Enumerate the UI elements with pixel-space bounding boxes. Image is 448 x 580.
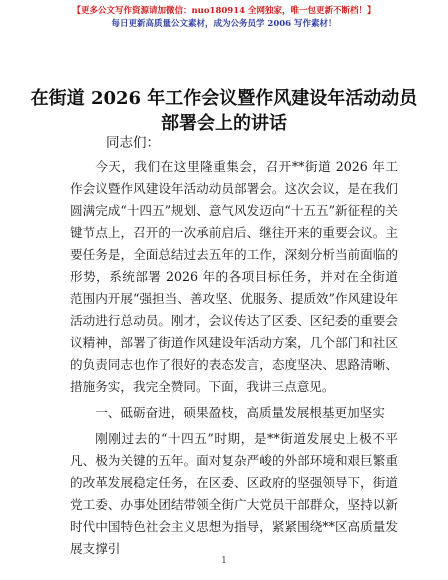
document-title — [0, 86, 448, 136]
banner-line-1: 【更多公文写作资源请加微信：nuo180914 全网独家，唯一包更新不断档！】 — [72, 6, 376, 16]
title-line-2: 部署会上的讲话 — [161, 113, 287, 134]
document-body — [70, 156, 398, 560]
section-heading-1: 一、砥砺奋进，硕果盈枝，高质量发展根基更加坚实 — [95, 405, 385, 420]
salutation: 同志们： — [106, 135, 160, 151]
paragraph-opening: 今天，我们在这里隆重集会，召开**街道 2026 年工作会议暨作风建设年活动动员部署会。这次会议，是在我们圆满完成“十四五”规划、意气风发迈向“十五五”新征程的关键节点上，召开的一次承前启后、继往开来的重要会议。主要任务是，全面总结过去五年的工作，深刻分析当前面临的形势，系统部署 2026 年的各项目标任务，并对在全街道范围内开展“强担当、善攻坚、优服务、提质效”作风建设年活动进行总动员。刚才，会议传达了区委、区纪委的重要会议精神，部署了街道作风建设年活动方案，几个部门和社区的负责同志也作了很好的表态发言，态度坚决、思路清晰、措施务实，我完全赞同。下面，我讲三点意见。 — [70, 159, 399, 394]
title-line-1: 在街道 2026 年工作会议暨作风建设年活动动员 — [30, 88, 418, 109]
paragraph-review: 刚刚过去的“十四五”时期，是**街道发展史上极不平凡、极为关键的五年。面对复杂严峻的外部环境和艰巨繁重的改革发展稳定任务，在区委、区政府的坚强领导下，街道党工委、办事处团结带领全街广大党员干部群众，坚持以新时代中国特色社会主义思想为指导，紧紧围绕**区高质量发展支撑引 — [70, 431, 398, 556]
promo-banner — [0, 4, 448, 31]
page-number: 1 — [221, 556, 227, 566]
banner-line-2: 每日更新高质量公文素材，成为公务员学 2006 写作素材！ — [111, 19, 337, 29]
